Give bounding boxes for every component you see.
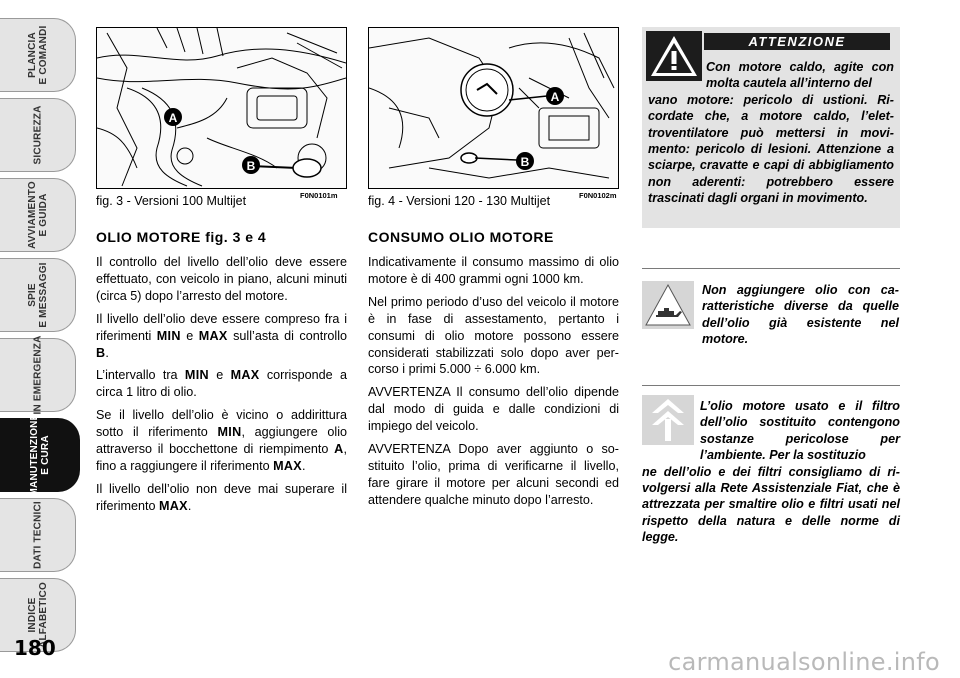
engine-illustration-4 — [369, 28, 618, 188]
figure-3-caption: fig. 3 - Versioni 100 Multijet — [96, 194, 247, 208]
tab-label: MANUTENZIONE E CURA — [28, 413, 51, 497]
divider — [642, 268, 900, 269]
paragraph: Se il livello dell’olio è vicino o addirittura sotto il riferimento MIN, aggiungere olio attraverso il bocchettone di riempimento A, fino a raggiungere il riferimento MAX. — [96, 408, 348, 473]
tab-in-emergenza[interactable] — [0, 335, 76, 415]
figure-4-engine — [368, 27, 619, 189]
tab-avviamento-e-guida[interactable] — [0, 178, 76, 252]
page-number: 180 — [14, 636, 56, 660]
column-consumo-olio — [368, 228, 619, 515]
tab-plancia-e-comandi[interactable] — [0, 18, 76, 92]
figure-4-caption: fig. 4 - Versioni 120 - 130 Multijet — [368, 194, 551, 208]
tab-manutenzione-e-cura[interactable] — [0, 413, 80, 497]
tab-label: DATI TECNICI — [32, 501, 43, 569]
paragraph: AVVERTENZA Dopo aver aggiunto o sostituito l’olio, prima di verificarne il livello, fare girare il motore per alcuni secondi ed attendere qualche minuto dopo l’arresto. — [368, 442, 619, 507]
figure-3-engine — [96, 27, 347, 189]
callout-b-label: B — [246, 159, 256, 173]
footer-watermark-url: carmanualsonline.info — [668, 648, 940, 676]
section-title-consumo-olio: CONSUMO OLIO MOTORE — [368, 229, 554, 245]
tab-label: IN EMERGENZA — [32, 335, 43, 415]
tab-sicurezza[interactable] — [0, 98, 76, 172]
tab-label: PLANCIA E COMANDI — [26, 25, 49, 85]
tab-label: SICUREZZA — [32, 105, 43, 165]
engine-illustration-3 — [97, 28, 346, 188]
warning-text: Con motore caldo, agite con molta cautela all’interno del vano motore: pericolo di ustioni. Ricordate che, a motore caldo, l’elettroventilatore può mettersi in movimento: pericolo di lesioni. Attenzione a sciarpe, cravatte e capi di abbigliamento non aderenti: potrebbero essere trascinati dagli organi in movimento. — [648, 60, 894, 206]
paragraph: Il livello dell’olio non deve mai superare il riferimento MAX. — [96, 481, 347, 513]
paragraph: Indicativamente il consumo massimo di olio motore è di 400 grammi ogni 1000 km. — [368, 255, 619, 286]
tab-dati-tecnici[interactable] — [0, 498, 76, 572]
paragraph: Il livello dell’olio deve essere compreso fra i riferimenti MIN e MAX sull’asta di controllo B. — [96, 311, 347, 360]
tab-label: SPIE E MESSAGGI — [26, 262, 49, 328]
section-title-olio-motore: OLIO MOTORE fig. 3 e 4 — [96, 229, 267, 245]
figure-4-code: F0N0102m — [579, 191, 617, 200]
callout-a-label: A — [550, 90, 560, 104]
tab-label: INDICE ALFABETICO — [26, 582, 49, 648]
figure-3-code: F0N0101m — [300, 191, 338, 200]
paragraph: Il controllo del livello dell’olio deve essere effettuato, con veicolo in piano, alcuni minuti (circa 5) dopo l’arresto del motore. — [96, 255, 347, 303]
column-olio-motore — [96, 228, 347, 521]
note-oil-type: Non aggiungere olio con caratteristiche diverse da quelle dell’olio già esistente nel motore. — [702, 283, 899, 347]
paragraph: AVVERTENZA Il consumo dell’olio dipende dal modo di guida e dalle condizioni di impiego del veicolo. — [368, 385, 619, 434]
warning-heading: ATTENZIONE — [704, 33, 890, 50]
tab-label: AVVIAMENTO E GUIDA — [26, 181, 49, 249]
callout-b-label: B — [520, 155, 530, 169]
paragraph: L’intervallo tra MIN e MAX corrisponde a circa 1 litro di olio. — [96, 368, 347, 400]
warning-box — [642, 27, 900, 228]
oil-can-icon — [642, 281, 694, 329]
callout-a-label: A — [168, 111, 178, 125]
tab-spie-e-messaggi[interactable] — [0, 258, 76, 332]
divider — [642, 385, 900, 386]
paragraph: Nel primo periodo d’uso del veicolo il motore è in fase di assestamento, pertanto i consumi di olio motore possono essere considerati stabilizzati solo dopo aver percorso i primi 5.000 ÷ 6.000 km. — [368, 294, 619, 377]
note-environment: L’olio motore usato e il filtro dell’olio sostituito contengono sostanze pericolose per l’ambiente. Per la sostituzio ne dell’olio e dei filtri consigliamo di rivolgersi alla Rete Assistenziale Fiat, che è attrezzata per smaltire olio e filtri usati nel rispetto della natura e delle norme di legge. — [642, 399, 900, 545]
